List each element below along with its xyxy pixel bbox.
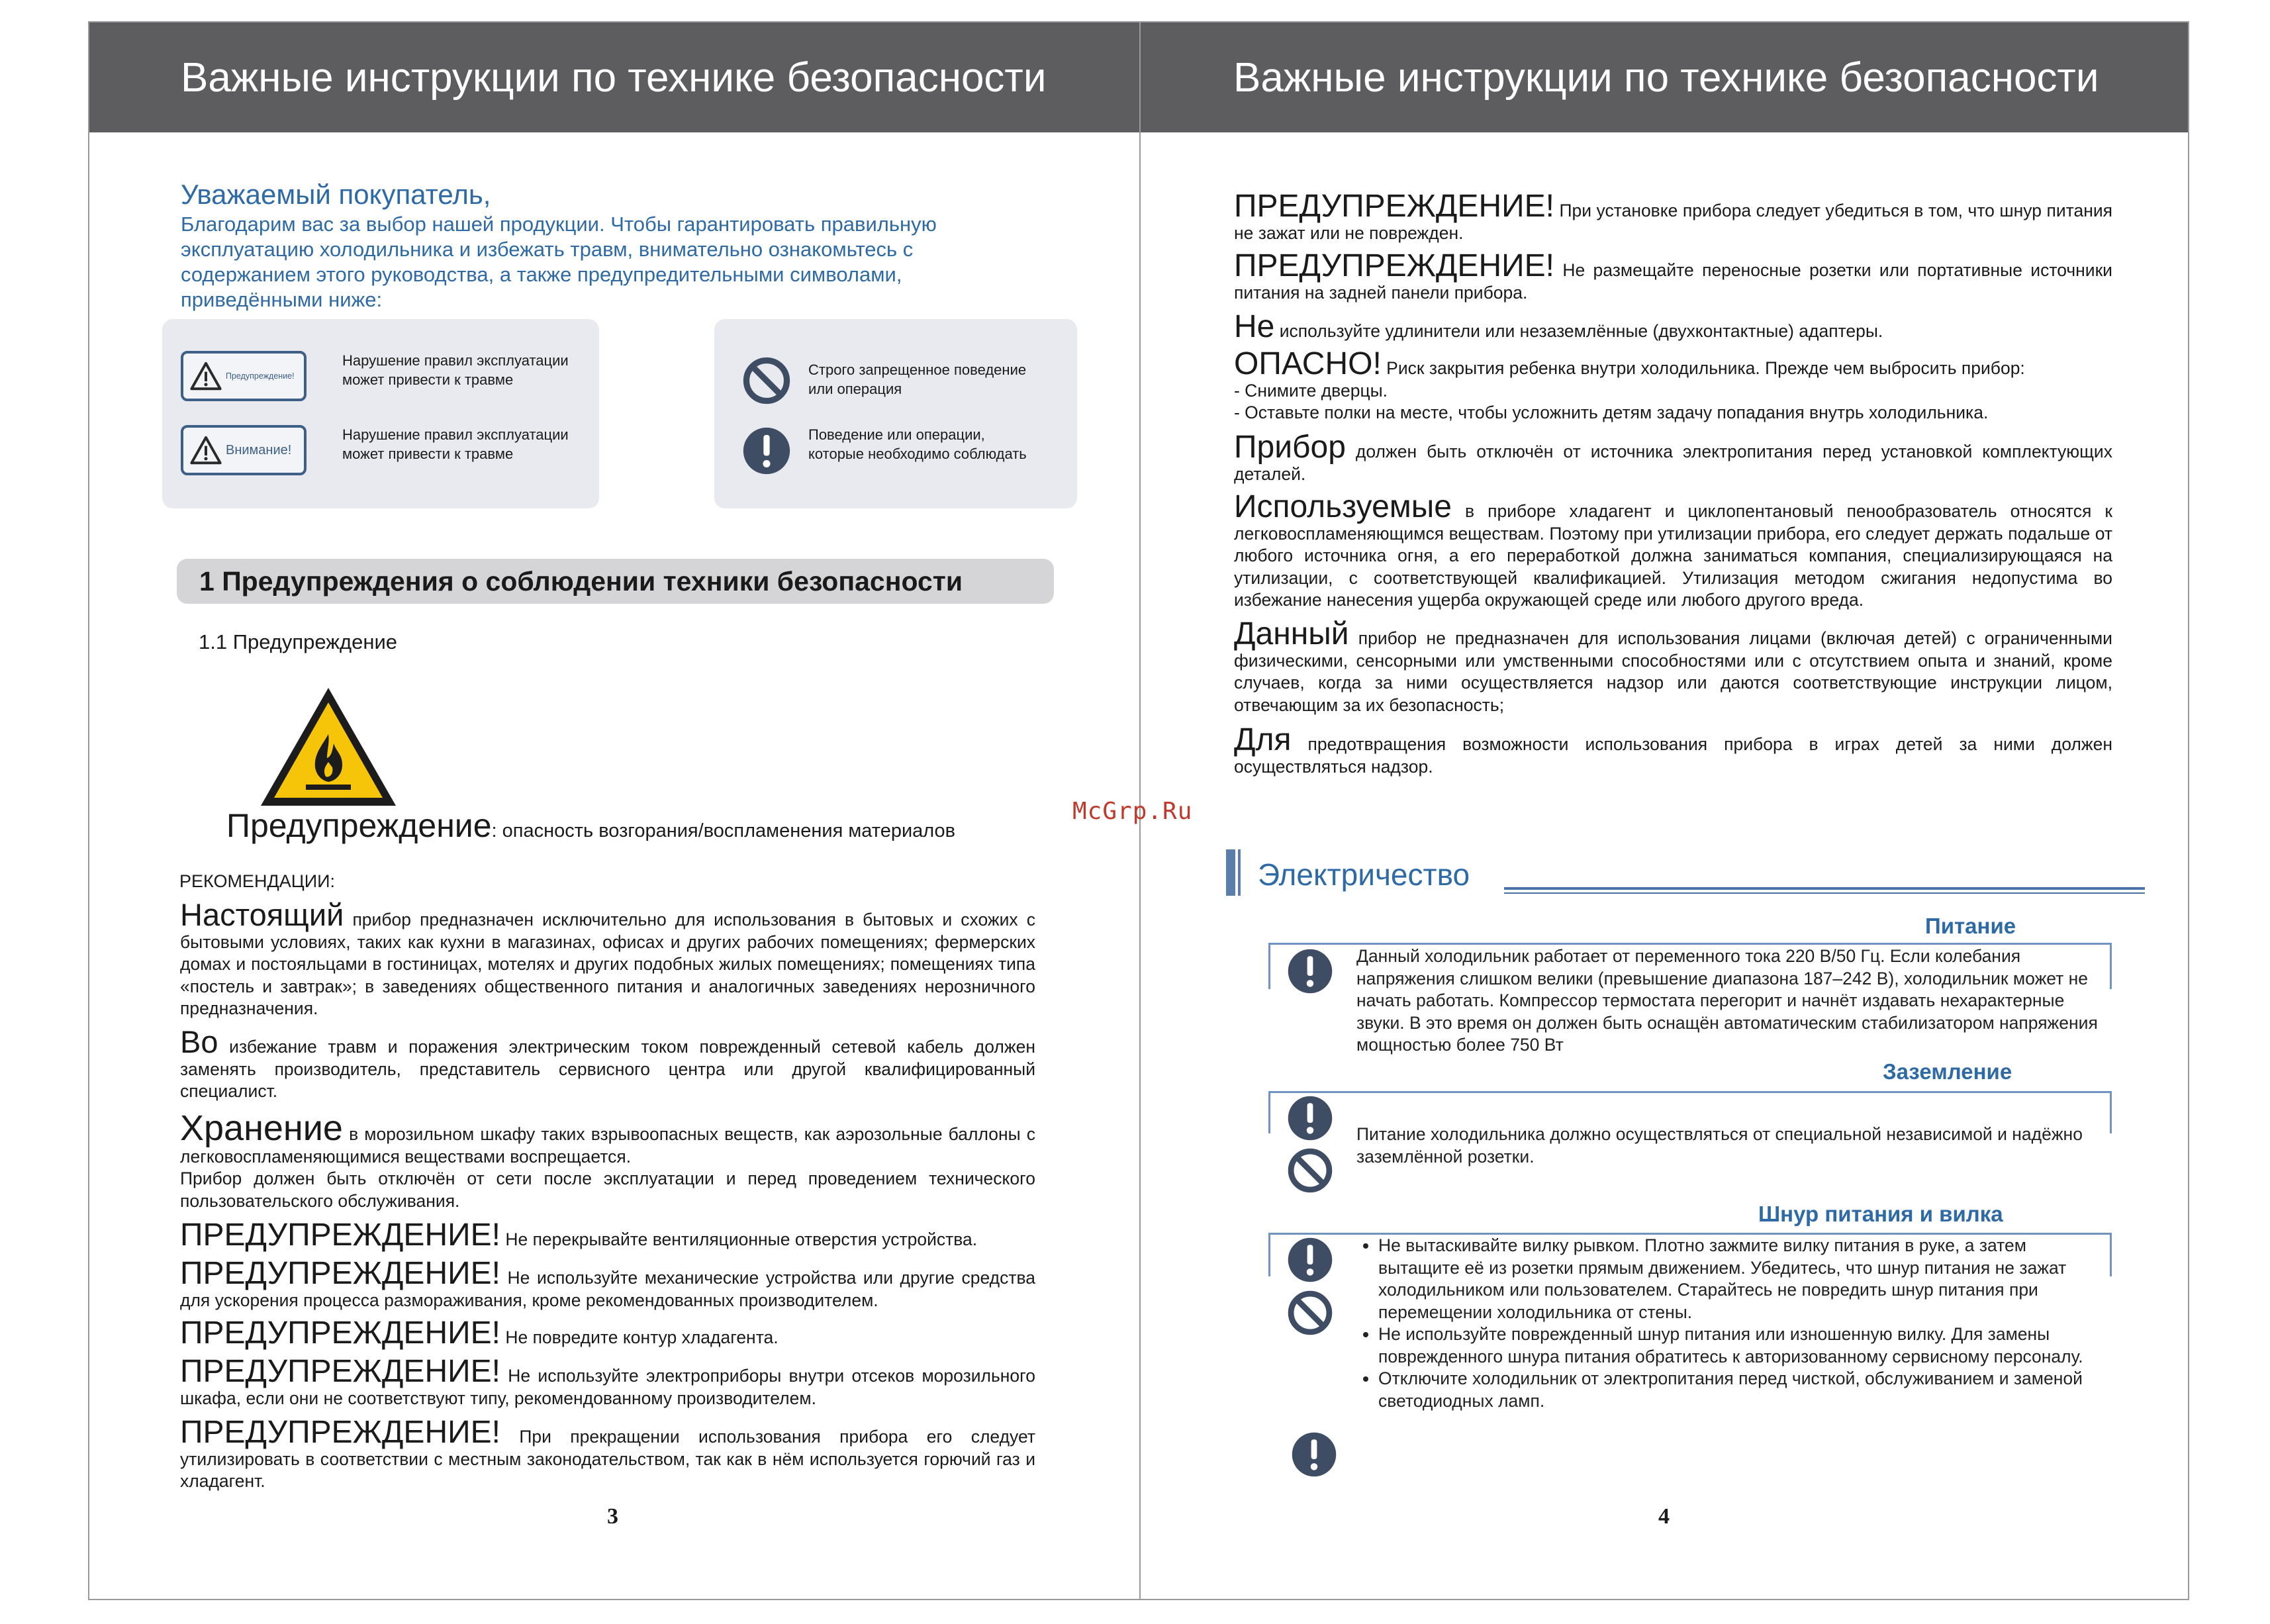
subsection-title: 1.1 Предупреждение (199, 630, 398, 653)
electricity-accent-bar-thin (1238, 849, 1241, 896)
paragraph-lead: Данный (1234, 616, 1349, 651)
paragraph-line2: - Снимите дверцы. (1234, 380, 1388, 401)
paragraph-text: Не используйте механические устройства или другие средства для ускорения процесса размораживания, кроме рекомендованных производителем. (180, 1268, 1035, 1310)
electricity-accent-bar (1226, 849, 1235, 896)
electricity-rule (1504, 887, 2145, 890)
left-paragraph-4 (180, 1218, 1035, 1253)
left-paragraph-3 (180, 1108, 1035, 1212)
grounding-prohibited-icon (1287, 1147, 1333, 1194)
electricity-rule-thin (1504, 892, 2145, 894)
caution-sign-label: Внимание! (226, 442, 292, 457)
right-header-title: Важные инструкции по технике безопасности (1233, 54, 2099, 101)
cord-title: Шнур питания и вилка (1758, 1202, 2003, 1226)
paragraph-text: в морозильном шкафу таких взрывоопасных веществ, как аэрозольные баллоны с легковоспламеняющимися веществами воспрещается. (180, 1124, 1035, 1167)
right-paragraph-7 (1234, 616, 2112, 716)
caution-desc: Нарушение правил эксплуатации может привести к травме (342, 426, 569, 462)
right-paragraph-8 (1234, 722, 2112, 778)
left-paragraph-5 (180, 1256, 1035, 1312)
right-paragraph-4 (1234, 346, 2112, 424)
right-paragraph-1 (1234, 189, 2112, 244)
left-header-title: Важные инструкции по технике безопасности (181, 54, 1047, 101)
legend-box-right (714, 319, 1077, 508)
paragraph-text: используйте удлинители или незаземлённые (двухконтактные) адаптеры. (1274, 321, 1883, 341)
left-paragraph-8 (180, 1415, 1035, 1493)
paragraph-lead: Настоящий (180, 897, 344, 932)
left-paragraph-6 (180, 1315, 1035, 1351)
right-paragraph-6 (1234, 489, 2112, 612)
mandatory-icon (742, 426, 791, 475)
caution-sign (181, 425, 307, 475)
paragraph-text: предотвращения возможности использования прибора в играх детей за ними должен осуществляться надзор. (1234, 734, 2112, 777)
greeting-title: Уважаемый покупатель, (181, 179, 491, 210)
paragraph-lead: ПРЕДУПРЕЖДЕНИЕ! (1234, 189, 1554, 224)
paragraph-lead: Во (180, 1024, 218, 1059)
paragraph-lead: ОПАСНО! (1234, 346, 1382, 381)
mandatory-desc: Поведение или операции, которые необходимо соблюдать (808, 426, 1027, 462)
paragraph-line3: - Оставьте полки на месте, чтобы усложнить детям задачу попадания внутрь холодильника. (1234, 403, 1989, 422)
watermark: McGrp.Ru (1072, 798, 1193, 825)
warning-sign (181, 351, 307, 401)
paragraph-text: Не размещайте переносные розетки или портативные источники питания на задней панели прибора. (1234, 260, 2112, 303)
paragraph-lead: ПРЕДУПРЕЖДЕНИЕ! (180, 1256, 500, 1291)
warning-sign-label: Предупреждение! (226, 371, 295, 381)
power-text: Данный холодильник работает от переменного тока 220 В/50 Гц. Если колебания напряжения слишком велики (превышение диапазона 187–242 В), холодильник может не начать работать. Компрессор термостата перегорит и начнёт издавать нехарактерные звуки. В это время он должен быть оснащён автоматическим стабилизатором напряжения мощностью более 750 Вт (1356, 946, 2098, 1055)
page-number-left: 3 (607, 1504, 618, 1529)
paragraph-text: избежание травм и поражения электрическим током поврежденный сетевой кабель должен заменять производитель, представитель сервисного центра или другой квалифицированный специалист. (180, 1037, 1035, 1101)
flammable-warning-icon (258, 685, 399, 808)
power-mandatory-icon (1287, 948, 1333, 994)
paragraph-lead: Для (1234, 722, 1292, 757)
greeting-text: Благодарим вас за выбор нашей продукции. Чтобы гарантировать правильную эксплуатацию холодильника и избежать травм, внимательно ознакомьтесь с содержанием этого руководства, а также предупредительными символами, приведёнными ниже: (181, 213, 937, 311)
caution-triangle-icon (190, 436, 222, 465)
cord-list (1356, 1235, 2110, 1412)
right-paragraph-2 (1234, 248, 2112, 304)
left-paragraph-2 (180, 1024, 1035, 1103)
electricity-title: Электричество (1258, 857, 1470, 892)
left-paragraph-7 (180, 1354, 1035, 1409)
prohibited-desc: Строго запрещенное поведение или операция (808, 361, 1027, 397)
cord-item: • Не используйте поврежденный шнур питания или изношенную вилку. Для замены поврежденного шнура питания обратитесь к авторизованному сервисному персоналу. (1378, 1323, 2110, 1368)
cord-mandatory-icon-2 (1291, 1431, 1337, 1478)
paragraph-text: При установке прибора следует убедиться в том, что шнур питания не зажат или не поврежден. (1234, 201, 2112, 243)
cord-item: • Не вытаскивайте вилку рывком. Плотно зажмите вилку питания в руке, а затем вытащите её из розетки прямым движением. Убедитесь, что шнур питания не зажат холодильником или пользователем. Старайтесь не повредить шнур питания при перемещении холодильника от стены. (1378, 1235, 2110, 1323)
cord-item: • Отключите холодильник от электропитания перед чисткой, обслуживанием и заменой светодиодных ламп. (1378, 1368, 2110, 1412)
paragraph-text: При прекращении использования прибора его следует утилизировать в соответствии с местным законодательством, так как в нём используется горючий газ и хладагент. (180, 1427, 1035, 1491)
grounding-mandatory-icon (1287, 1095, 1333, 1141)
page-number-right: 4 (1658, 1504, 1670, 1529)
recommendations-label: РЕКОМЕНДАЦИИ: (179, 871, 336, 891)
power-title: Питание (1925, 914, 2016, 938)
section-title: 1 Предупреждения о соблюдении техники безопасности (177, 559, 1054, 604)
paragraph-lead: Хранение (180, 1108, 343, 1148)
paragraph-lead: Не (1234, 309, 1275, 344)
fire-caption-lead: Предупреждение (226, 807, 492, 844)
paragraph-lead: ПРЕДУПРЕЖДЕНИЕ! (180, 1354, 500, 1389)
warning-desc: Нарушение правил эксплуатации может привести к травме (342, 352, 569, 388)
cord-mandatory-icon (1287, 1237, 1333, 1283)
legend-box-left (162, 319, 599, 508)
prohibited-icon (742, 356, 791, 405)
paragraph-text: прибор предназначен исключительно для использования в бытовых и схожих с бытовыми условиях, таких как кухни в магазинах, офисах и других рабочих помещениях; фермерских домах и постояльцами в гостиницах, мотелях и других подобных жилых помещениях; помещениях типа «постель и завтрак»; в заведениях общественного питания и аналогичных заведениях нерозничного предназначения. (180, 910, 1035, 1018)
fire-warning-caption (226, 806, 955, 845)
paragraph-text: прибор не предназначен для использования лицами (включая детей) с ограниченными физическими, сенсорными или умственными способностями или с отсутствием опыта и знаний, кроме случаев, когда за ними осуществляется надзор или даются соответствующие инструкции лицом, отвечающим за их безопасность; (1234, 628, 2112, 715)
right-paragraph-3 (1234, 309, 2112, 344)
right-paragraph-5 (1234, 430, 2112, 485)
paragraph-lead: ПРЕДУПРЕЖДЕНИЕ! (1234, 248, 1554, 283)
left-page-header (89, 23, 1139, 132)
left-paragraph-1 (180, 897, 1035, 1020)
warning-triangle-icon (190, 361, 222, 391)
paragraph-text: Не повредите контур хладагента. (500, 1327, 779, 1347)
paragraph-lead: ПРЕДУПРЕЖДЕНИЕ! (180, 1218, 500, 1253)
paragraph-text: в приборе хладагент и циклопентановый пенообразователь относятся к легковоспламеняющимся веществам. Поэтому при утилизации прибора, его следует держать подальше от любого источника огня, а его переработкой должна заниматься компания, специализирующаяся на утилизации, с соответствующей квалификацией. Утилизация методом сжигания недопустима во избежание нанесения ущерба окружающей среде или любого другого вреда. (1234, 501, 2112, 610)
paragraph-text: должен быть отключён от источника электропитания перед установкой комплектующих деталей. (1234, 442, 2112, 484)
paragraph-extra: Прибор должен быть отключён от сети после эксплуатации и перед проведением технического пользовательского обслуживания. (180, 1169, 1035, 1211)
cord-prohibited-icon (1287, 1290, 1333, 1336)
paragraph-text: Риск закрытия ребенка внутри холодильника. Прежде чем выбросить прибор: (1381, 358, 2025, 378)
grounding-title: Заземление (1883, 1059, 2012, 1084)
paragraph-lead: Используемые (1234, 489, 1452, 524)
grounding-text: Питание холодильника должно осуществляться от специальной независимой и надёжно заземлённой розетки. (1356, 1124, 2083, 1167)
fire-caption-text: : опасность возгорания/воспламенения материалов (491, 820, 956, 841)
paragraph-text: Не перекрывайте вентиляционные отверстия устройства. (500, 1229, 978, 1249)
paragraph-lead: ПРЕДУПРЕЖДЕНИЕ! (180, 1315, 500, 1351)
right-page-header (1141, 23, 2188, 132)
paragraph-text: Не используйте электроприборы внутри отсеков морозильного шкафа, если они не соответствуют типу, рекомендованному производителем. (180, 1366, 1035, 1408)
paragraph-lead: ПРЕДУПРЕЖДЕНИЕ! (180, 1415, 500, 1450)
paragraph-lead: Прибор (1234, 430, 1346, 465)
